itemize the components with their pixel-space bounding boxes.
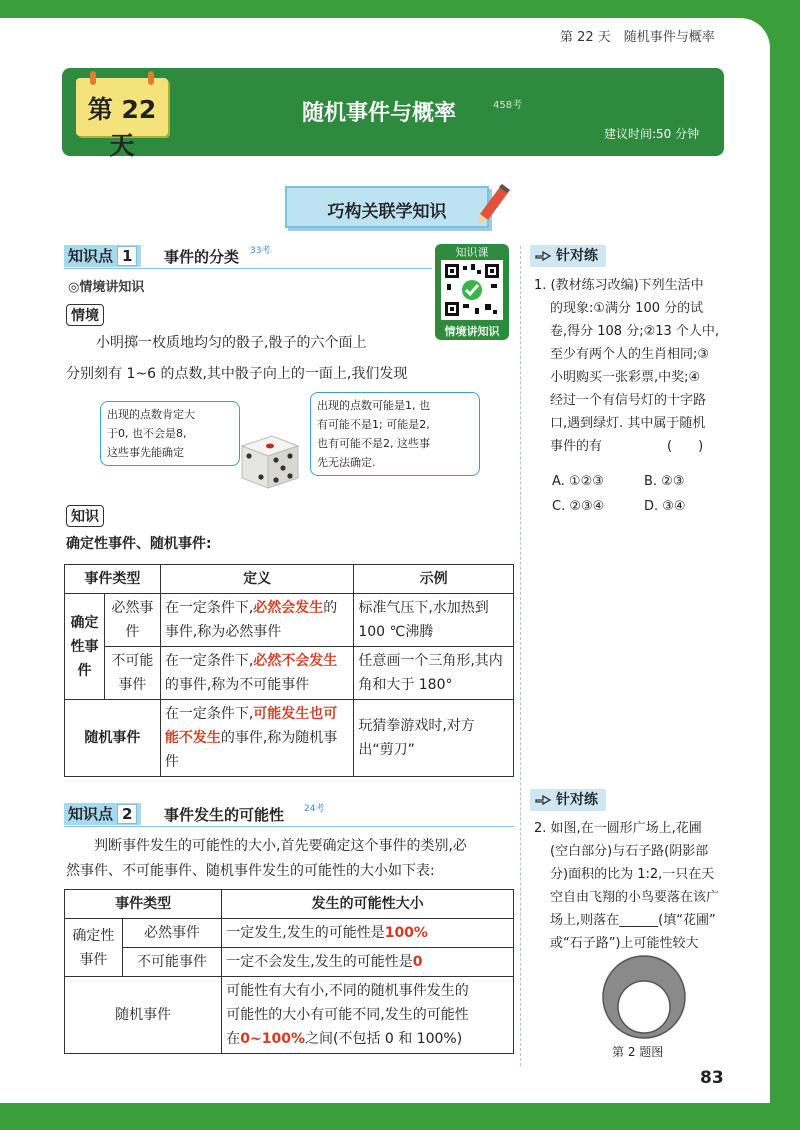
kp1-sup: 33考 bbox=[250, 246, 271, 256]
event-example: 标准气压下,水加热到 100 ℃沸腾 bbox=[354, 594, 514, 647]
day-card bbox=[76, 78, 168, 160]
pointing-hand-icon bbox=[534, 247, 552, 265]
option-d[interactable]: D. ③④ bbox=[644, 499, 686, 514]
pointing-hand-icon bbox=[534, 791, 552, 809]
possibility-value: 一定不会发生,发生的可能性是0 bbox=[222, 948, 514, 977]
qr-code-icon bbox=[441, 260, 503, 320]
section-banner bbox=[285, 186, 489, 228]
day-label: 第 22 天 bbox=[87, 95, 157, 160]
table-header: 发生的可能性大小 bbox=[222, 890, 514, 919]
knowledge-heading: 确定性事件、随机事件: bbox=[66, 536, 212, 552]
kp2-intro-line-2: 然事件、不可能事件、随机事件发生的可能性的大小如下表: bbox=[66, 863, 435, 879]
possibility-value: 可能性有大有小,不同的随机事件发生的 可能性的大小有可能不同,发生的可能性 在0~100%之间(不包括 0 和 100%) bbox=[222, 977, 514, 1054]
event-example: 任意画一个三角形,其内角和大于 180° bbox=[354, 647, 514, 700]
kp1-title: 事件的分类 bbox=[164, 248, 240, 266]
event-name: 必然事件 bbox=[104, 594, 160, 647]
qr-bottom-label: 情境讲知识 bbox=[444, 325, 500, 338]
kp2-intro-line-1: 判断事件发生的可能性的大小,首先要确定这个事件的类别,必 bbox=[94, 838, 467, 854]
qr-code-card[interactable] bbox=[435, 244, 509, 340]
event-name: 不可能事件 bbox=[122, 948, 221, 977]
event-name: 必然事件 bbox=[122, 919, 221, 948]
event-name: 不可能事件 bbox=[104, 647, 160, 700]
kp2-title: 事件发生的可能性 bbox=[164, 806, 285, 824]
kp2-sup: 24考 bbox=[304, 804, 325, 814]
event-name: 随机事件 bbox=[65, 700, 161, 777]
suggested-time: 建议时间:50 分钟 bbox=[604, 127, 700, 141]
group-label: 确定性事件 bbox=[65, 594, 105, 700]
option-b[interactable]: B. ②③ bbox=[644, 474, 685, 489]
sub-heading: ◎情境讲知识 bbox=[68, 280, 145, 295]
scene-label: 情境 bbox=[66, 304, 104, 326]
event-name: 随机事件 bbox=[65, 977, 222, 1054]
column-divider bbox=[520, 246, 521, 1066]
event-definition: 在一定条件下,可能发生也可能不发生的事件,称为随机事件 bbox=[160, 700, 354, 777]
table-header: 事件类型 bbox=[65, 565, 161, 594]
possibility-value: 一定发生,发生的可能性是100% bbox=[222, 919, 514, 948]
qr-top-label: 知识课 bbox=[455, 246, 489, 259]
divider bbox=[64, 268, 432, 269]
chapter-title: 随机事件与概率 bbox=[302, 101, 457, 126]
circle-plaza-figure bbox=[596, 954, 692, 1040]
chapter-title-sup: 458考 bbox=[493, 100, 523, 111]
event-definition: 在一定条件下,必然会发生的事件,称为必然事件 bbox=[160, 594, 354, 647]
section-banner-text: 巧构关联学知识 bbox=[327, 202, 447, 222]
option-a[interactable]: A. ①②③ bbox=[552, 474, 604, 489]
table-header: 事件类型 bbox=[65, 890, 222, 919]
scene-line-1: 小明掷一枚质地均匀的骰子,骰子的六个面上 bbox=[96, 335, 367, 351]
scene-line-2: 分别刻有 1~6 的点数,其中骰子向上的一面上,我们发现 bbox=[66, 366, 408, 382]
possibility-table bbox=[64, 889, 514, 1054]
figure-caption: 第 2 题图 bbox=[612, 1045, 664, 1059]
knowledge-point-tag: 知识点 2 bbox=[64, 803, 141, 825]
page-number: 83 bbox=[700, 1068, 724, 1088]
pencil-icon bbox=[476, 182, 512, 226]
dice-icon bbox=[238, 432, 302, 490]
table-header: 示例 bbox=[354, 565, 514, 594]
calendar-ring-icon bbox=[90, 71, 96, 85]
calendar-ring-icon bbox=[148, 71, 154, 85]
divider bbox=[64, 826, 514, 827]
practice-tag-2: 针对练 bbox=[530, 789, 606, 811]
option-c[interactable]: C. ②③④ bbox=[552, 499, 605, 514]
event-definition: 在一定条件下,必然不会发生的事件,称为不可能事件 bbox=[160, 647, 354, 700]
table-header: 定义 bbox=[160, 565, 354, 594]
event-classification-table bbox=[64, 564, 514, 777]
practice-tag-1: 针对练 bbox=[530, 245, 606, 267]
speech-bubble-left: 出现的点数肯定大 于0, 也不会是8, 这些事先能确定 bbox=[100, 401, 240, 466]
knowledge-label: 知识 bbox=[66, 505, 104, 527]
knowledge-point-tag: 知识点 1 bbox=[64, 245, 141, 267]
running-header: 第 22 天 随机事件与概率 bbox=[560, 30, 715, 45]
event-example: 玩猜拳游戏时,对方出“剪刀” bbox=[354, 700, 514, 777]
group-label: 确定性事件 bbox=[65, 919, 123, 977]
speech-bubble-right: 出现的点数可能是1, 也 有可能不是1; 可能是2, 也有可能不是2, 这些事 先无法确定. bbox=[310, 392, 480, 476]
